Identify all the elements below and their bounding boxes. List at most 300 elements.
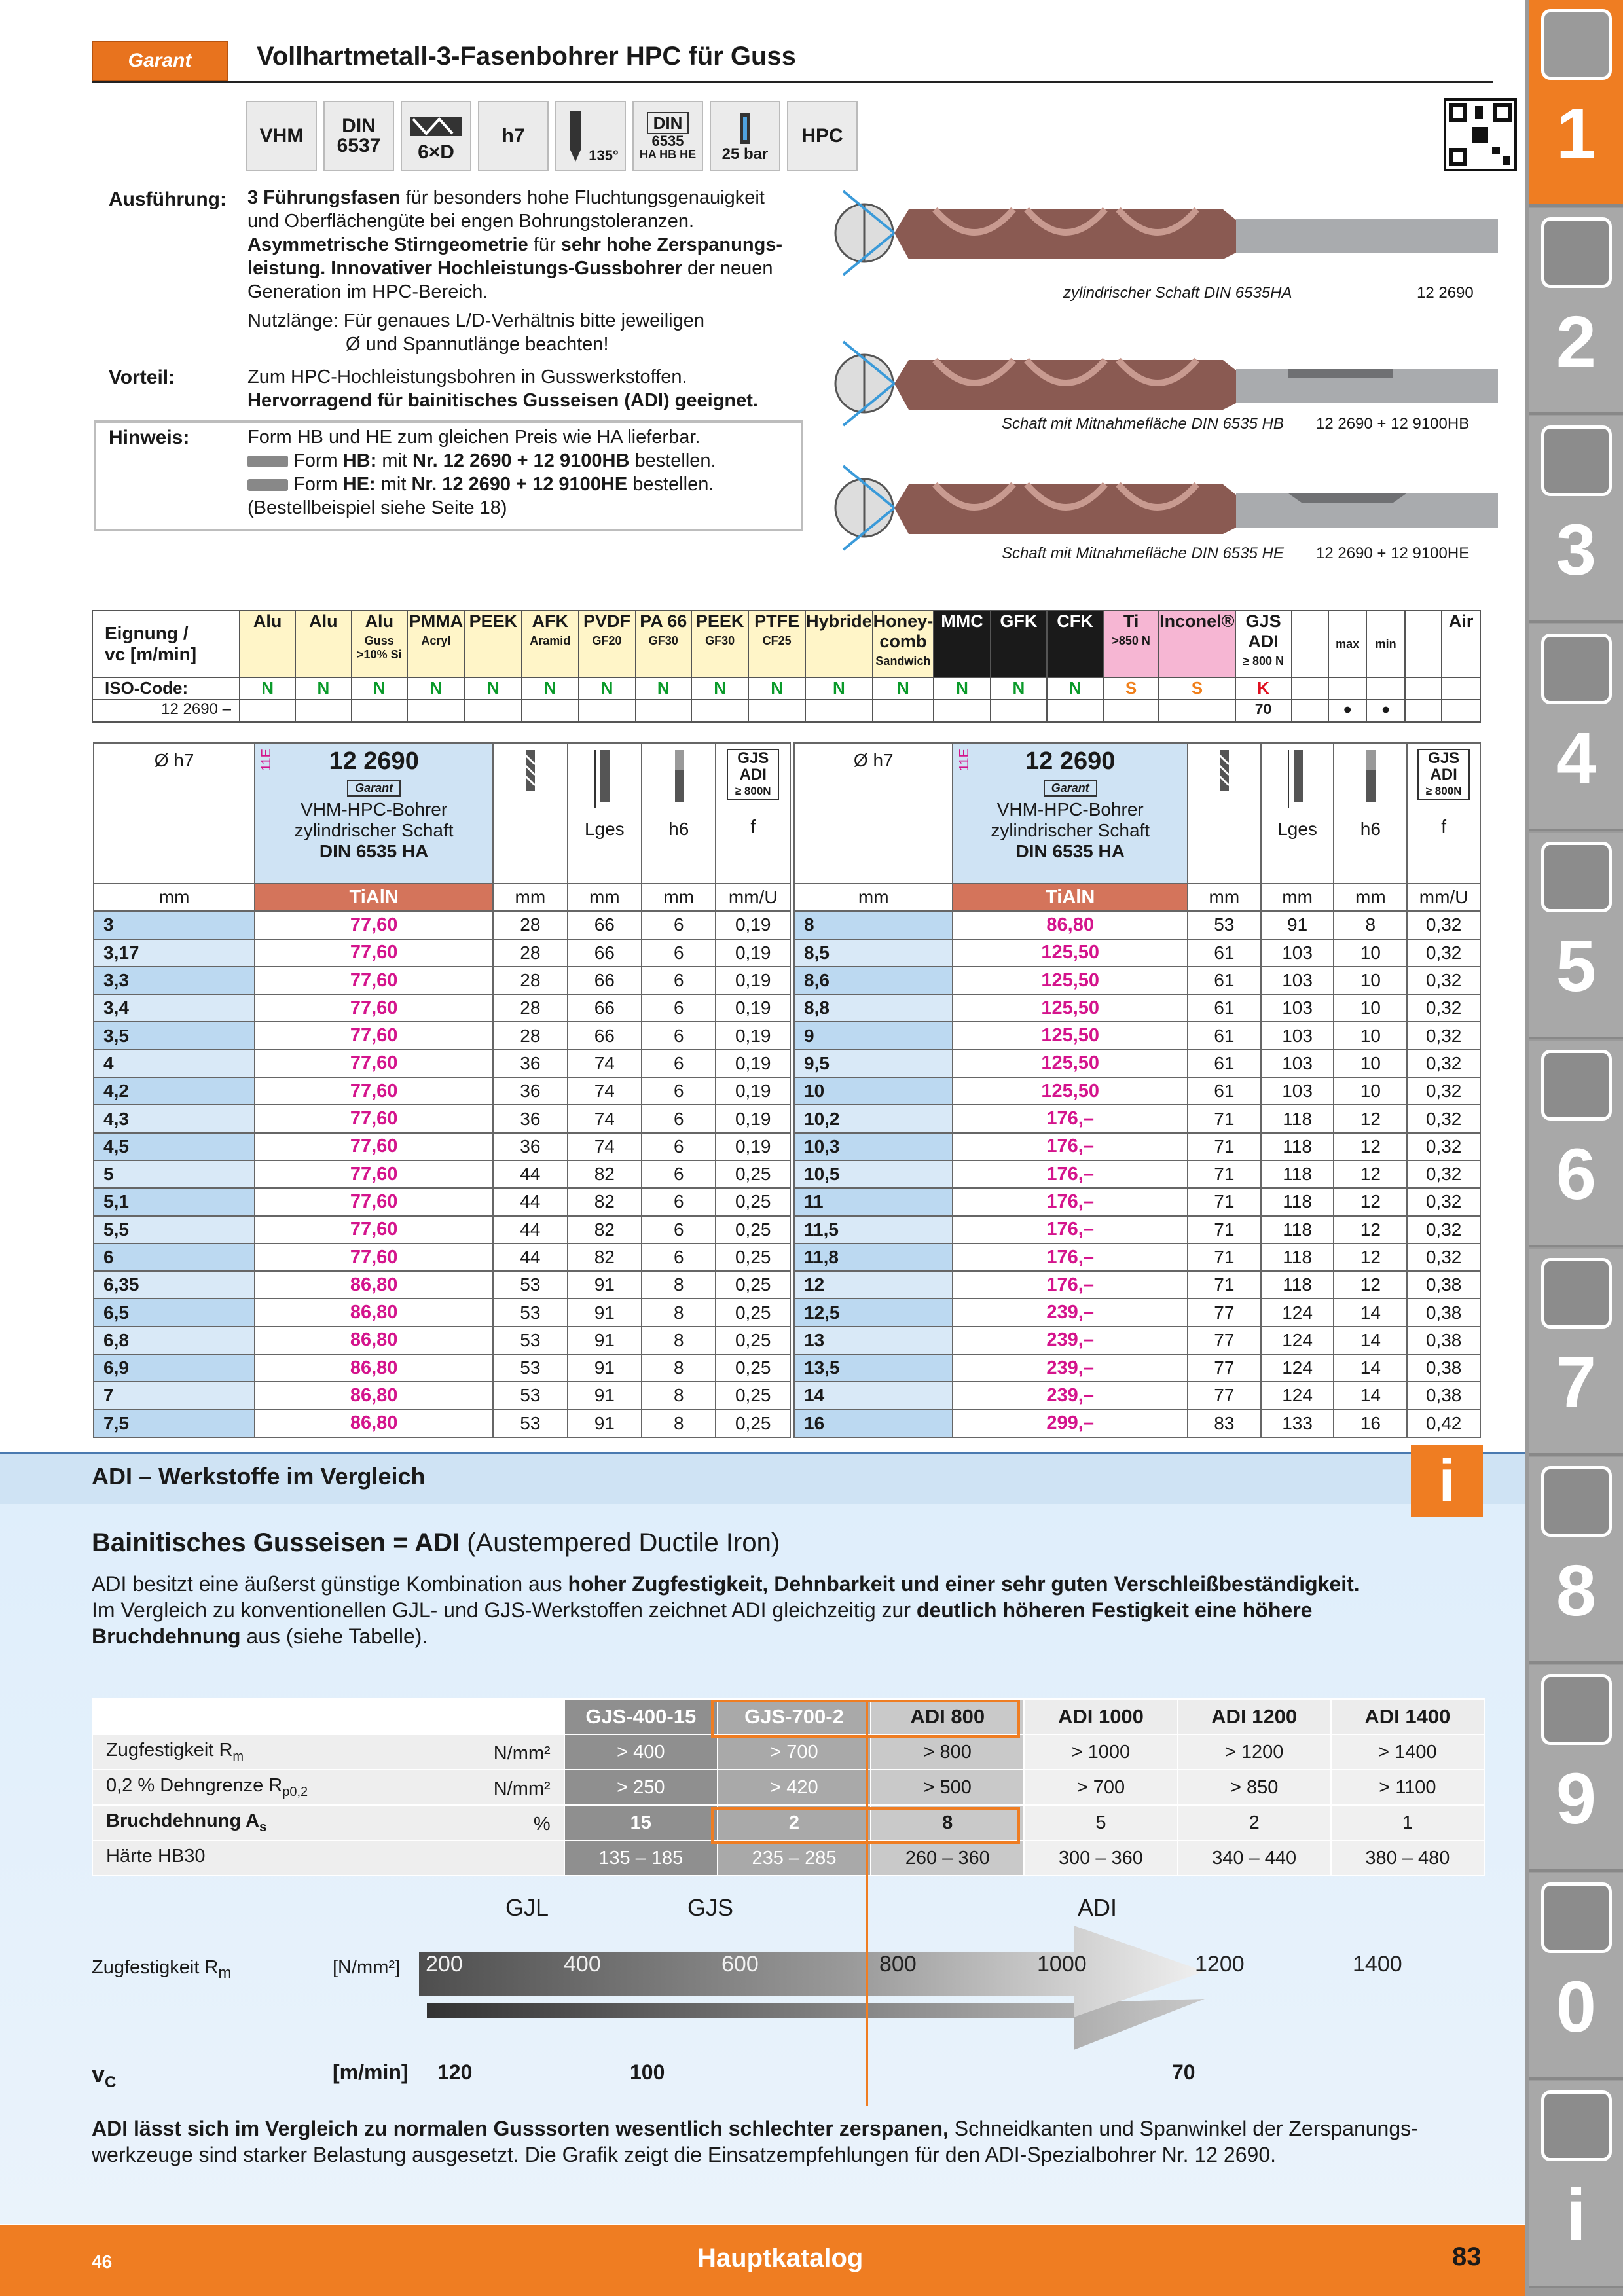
table-row[interactable]: [794, 911, 1480, 939]
chapter-icon: [1541, 1050, 1612, 1121]
drill-he-number: 12 2690 + 12 9100HE: [1316, 545, 1470, 562]
total-length-cell: 118: [1261, 1271, 1334, 1299]
feed-cell: 0,32: [1407, 1105, 1480, 1132]
price-cell: 77,60: [255, 939, 493, 967]
shank-cell: 8: [642, 1354, 716, 1382]
total-length-header: Lges: [1261, 743, 1334, 884]
shank-cell: 8: [642, 1299, 716, 1326]
table-row[interactable]: [794, 1244, 1480, 1271]
feed-cell: 0,25: [716, 1216, 790, 1244]
feed-cell: 0,32: [1407, 994, 1480, 1022]
price-cell: 239,–: [953, 1299, 1187, 1326]
table-row[interactable]: [94, 1077, 790, 1105]
flute-length-cell: 28: [493, 967, 567, 994]
iso-code-8: N: [691, 677, 748, 700]
shank-cell: 8: [642, 1327, 716, 1354]
price-cell: 125,50: [953, 1022, 1187, 1049]
feed-cell: 0,25: [716, 1327, 790, 1354]
diameter-cell: 8,6: [794, 967, 953, 994]
shank-cell: 16: [1334, 1410, 1407, 1437]
vc-cell-9: [748, 700, 805, 722]
table-row[interactable]: [94, 1354, 790, 1382]
chapter-icon: [1541, 1882, 1612, 1953]
material-8: PEEK GF30: [691, 611, 748, 677]
iso-code-0: N: [240, 677, 295, 700]
cmp-col-header: ADI 800: [871, 1699, 1024, 1734]
flute-length-cell: 61: [1188, 967, 1261, 994]
total-length-header: Lges: [568, 743, 642, 884]
chapter-tab-3[interactable]: [1529, 416, 1623, 623]
price-cell: 125,50: [953, 939, 1187, 967]
total-length-cell: 66: [568, 994, 642, 1022]
price-cell: 125,50: [953, 1050, 1187, 1077]
product-table-left: [93, 742, 791, 1438]
total-length-cell: 74: [568, 1133, 642, 1160]
table-row[interactable]: [794, 1077, 1480, 1105]
cmp-value: 5: [1024, 1805, 1177, 1840]
chapter-number: 6: [1556, 1134, 1597, 1215]
flute-length-cell: 83: [1188, 1410, 1261, 1437]
coolant-col-4: Air: [1442, 611, 1480, 677]
iso-code-5: N: [522, 677, 578, 700]
feed-cell: 0,25: [716, 1188, 790, 1215]
total-length-cell: 118: [1261, 1105, 1334, 1132]
shank-cell: 8: [1334, 911, 1407, 939]
diameter-cell: 6,5: [94, 1299, 255, 1326]
cmp-value: > 1200: [1178, 1734, 1331, 1770]
chapter-number: 2: [1556, 302, 1597, 382]
cmp-col-header: ADI 1400: [1331, 1699, 1484, 1734]
table-row[interactable]: [794, 1410, 1480, 1437]
diameter-cell: 4,3: [94, 1105, 255, 1132]
flute-length-cell: 61: [1188, 1077, 1261, 1105]
cmp-value: 380 – 480: [1331, 1840, 1484, 1876]
drill-he-graphic: [830, 465, 1498, 556]
flute-length-cell: 28: [493, 939, 567, 967]
table-row[interactable]: [94, 1244, 790, 1271]
material-4: PEEK: [465, 611, 522, 677]
iso-code-13: N: [991, 677, 1047, 700]
form-hb-icon: [247, 456, 288, 467]
h7-symbol: h7: [478, 101, 549, 171]
length-6xd-symbol: 6×D: [401, 101, 471, 171]
chapter-tab-5[interactable]: [1529, 833, 1623, 1039]
feed-cell: 0,25: [716, 1354, 790, 1382]
unit-mm: mm: [94, 884, 255, 911]
table-row[interactable]: [94, 1022, 790, 1049]
table-row[interactable]: [794, 967, 1480, 994]
table-row[interactable]: [94, 1105, 790, 1132]
flute-length-cell: 44: [493, 1188, 567, 1215]
total-length-cell: 118: [1261, 1216, 1334, 1244]
group-label-adi: ADI: [1078, 1894, 1118, 1921]
flute-length-cell: 77: [1188, 1354, 1261, 1382]
diameter-cell: 11,5: [794, 1216, 953, 1244]
shank-cell: 14: [1334, 1327, 1407, 1354]
table-row[interactable]: [794, 1133, 1480, 1160]
cmp-value: > 500: [871, 1770, 1024, 1805]
group-label-gjl: GJL: [505, 1894, 549, 1921]
total-length-cell: 66: [568, 1022, 642, 1049]
iso-code-14: N: [1047, 677, 1103, 700]
iso-code-10: N: [805, 677, 873, 700]
material-2: Alu Guss >10% Si: [352, 611, 408, 677]
feed-cell: 0,32: [1407, 1077, 1480, 1105]
vc-cell-5: [522, 700, 578, 722]
suitability-table: [92, 610, 1481, 723]
diameter-cell: 5: [94, 1160, 255, 1188]
material-1: Alu: [295, 611, 351, 677]
chapter-icon: [1541, 9, 1612, 80]
coolant-col-0: [1292, 611, 1328, 677]
group-label-gjs: GJS: [687, 1894, 734, 1921]
diameter-cell: 4: [94, 1050, 255, 1077]
diameter-cell: 3,3: [94, 967, 255, 994]
chapter-tab-6[interactable]: [1529, 1041, 1623, 1247]
chapter-icon: [1541, 1466, 1612, 1537]
unit-mm-per-rev: mm/U: [1407, 884, 1480, 911]
diameter-cell: 11,8: [794, 1244, 953, 1271]
table-row[interactable]: [794, 939, 1480, 967]
diameter-cell: 13: [794, 1327, 953, 1354]
vc-cell-11: [873, 700, 934, 722]
shank-cell: 6: [642, 1105, 716, 1132]
flute-icon: [520, 749, 540, 795]
price-cell: 77,60: [255, 1022, 493, 1049]
feed-cell: 0,25: [716, 1382, 790, 1409]
coolant-iso-2: [1366, 677, 1404, 700]
shank-cell: 6: [642, 1160, 716, 1188]
garant-mini-logo: Garant: [347, 780, 401, 797]
vorteil-text: Zum HPC-Hochleistungsbohren in Gusswerkstoffen. Hervorragend für bainitisches Gusseisen (ADI) geeignet.: [247, 367, 758, 411]
flute-length-cell: 36: [493, 1077, 567, 1105]
table-row[interactable]: [94, 1133, 790, 1160]
page-number: 83: [1452, 2242, 1482, 2271]
article-header: 11E 12 2690 Garant VHM-HPC-Bohrer zylindrischer Schaft DIN 6535 HA: [255, 743, 493, 884]
price-cell: 77,60: [255, 1244, 493, 1271]
total-length-cell: 118: [1261, 1160, 1334, 1188]
feed-cell: 0,25: [716, 1244, 790, 1271]
chapter-icon: [1541, 217, 1612, 288]
price-cell: 299,–: [953, 1410, 1187, 1437]
flute-length-cell: 61: [1188, 994, 1261, 1022]
feed-cell: 0,25: [716, 1299, 790, 1326]
chapter-tab-0[interactable]: [1529, 1873, 1623, 2080]
cmp-value: > 420: [718, 1770, 871, 1805]
chapter-number: 8: [1556, 1551, 1597, 1631]
feed-cell: 0,32: [1407, 1216, 1480, 1244]
table-row[interactable]: [794, 1216, 1480, 1244]
drill-hb-number: 12 2690 + 12 9100HB: [1316, 415, 1470, 433]
vc-label: $v_C$: [92, 2060, 117, 2092]
price-cell: 86,80: [255, 1354, 493, 1382]
total-length-cell: 124: [1261, 1299, 1334, 1326]
table-row[interactable]: [794, 1271, 1480, 1299]
total-length-cell: 74: [568, 1050, 642, 1077]
total-length-icon: [1285, 749, 1311, 814]
cmp-value: 300 – 360: [1024, 1840, 1177, 1876]
flute-length-cell: 77: [1188, 1327, 1261, 1354]
feed-cell: 0,42: [1407, 1410, 1480, 1437]
iso-code-9: N: [748, 677, 805, 700]
table-row[interactable]: [94, 967, 790, 994]
table-row[interactable]: [94, 1160, 790, 1188]
total-length-cell: 66: [568, 911, 642, 939]
flute-length-cell: 28: [493, 994, 567, 1022]
chapter-tab-i[interactable]: [1529, 2081, 1623, 2288]
price-cell: 77,60: [255, 1050, 493, 1077]
diameter-cell: 13,5: [794, 1354, 953, 1382]
feed-cell: 0,32: [1407, 911, 1480, 939]
material-6: PVDF GF20: [579, 611, 636, 677]
iso-code-4: N: [465, 677, 522, 700]
flute-length-cell: 53: [493, 1299, 567, 1326]
iso-code-label: ISO-Code:: [92, 677, 240, 700]
cmp-value: 15: [564, 1805, 718, 1840]
iso-code-16: S: [1159, 677, 1235, 700]
vc-cell-14: [1047, 700, 1103, 722]
chapter-tab-8[interactable]: [1529, 1457, 1623, 1664]
total-length-icon: [591, 749, 617, 814]
shank-cell: 6: [642, 911, 716, 939]
chapter-number: 4: [1556, 718, 1597, 798]
table-row[interactable]: [94, 994, 790, 1022]
table-row[interactable]: [794, 1382, 1480, 1409]
table-row[interactable]: [94, 1327, 790, 1354]
flute-length-cell: 71: [1188, 1188, 1261, 1215]
shank-cell: 6: [642, 1188, 716, 1215]
qr-code[interactable]: [1444, 98, 1517, 171]
table-row[interactable]: [94, 1271, 790, 1299]
material-12: MMC: [934, 611, 991, 677]
cmp-col-header: GJS-700-2: [718, 1699, 871, 1734]
feed-cell: 0,19: [716, 1077, 790, 1105]
coolant-iso-4: [1442, 677, 1480, 700]
total-length-cell: 103: [1261, 967, 1334, 994]
shank-cell: 12: [1334, 1244, 1407, 1271]
feed-cell: 0,19: [716, 939, 790, 967]
table-row[interactable]: [94, 1216, 790, 1244]
total-length-cell: 82: [568, 1188, 642, 1215]
table-row[interactable]: [794, 1188, 1480, 1215]
shank-cell: 6: [642, 1077, 716, 1105]
scale-tick-label: 1200: [1195, 1952, 1245, 1977]
feed-cell: 0,19: [716, 1050, 790, 1077]
vc-cell-0: [240, 700, 295, 722]
unit-mm: mm: [1188, 884, 1261, 911]
shank-cell: 6: [642, 939, 716, 967]
shank-cell: 12: [1334, 1216, 1407, 1244]
vc-value-gjl: 120: [437, 2060, 473, 2084]
price-cell: 77,60: [255, 911, 493, 939]
feed-header: GJS ADI ≥ 800N f: [716, 743, 790, 884]
flute-length-cell: 44: [493, 1216, 567, 1244]
unit-mm-per-rev: mm/U: [716, 884, 790, 911]
shank-cell: 10: [1334, 1022, 1407, 1049]
shank-cell: 6: [642, 1133, 716, 1160]
coolant-iso-0: [1292, 677, 1328, 700]
table-row[interactable]: [94, 1188, 790, 1215]
chapter-tab-2[interactable]: [1529, 208, 1623, 415]
total-length-cell: 124: [1261, 1382, 1334, 1409]
garant-mini-logo: Garant: [1044, 780, 1097, 797]
chapter-tab-4[interactable]: [1529, 624, 1623, 831]
feed-cell: 0,38: [1407, 1299, 1480, 1326]
feed-cell: 0,32: [1407, 967, 1480, 994]
total-length-cell: 91: [568, 1354, 642, 1382]
ausfuehrung-label: Ausführung:: [109, 188, 227, 210]
price-cell: 77,60: [255, 1188, 493, 1215]
total-length-cell: 82: [568, 1244, 642, 1271]
flute-length-cell: 44: [493, 1244, 567, 1271]
info-icon: i: [1411, 1445, 1483, 1517]
flute-length-cell: 77: [1188, 1382, 1261, 1409]
point-angle-symbol: 135°: [555, 101, 626, 171]
flute-length-header: [1188, 743, 1261, 884]
table-row[interactable]: [94, 1410, 790, 1437]
table-row[interactable]: [794, 1022, 1480, 1049]
total-length-cell: 103: [1261, 1077, 1334, 1105]
cmp-value: > 400: [564, 1734, 718, 1770]
cmp-col-header: GJS-400-15: [564, 1699, 718, 1734]
cmp-value: > 700: [1024, 1770, 1177, 1805]
din-6535-symbol: DIN 6535 HA HB HE: [632, 101, 703, 171]
chapter-tab-7[interactable]: [1529, 1249, 1623, 1456]
table-row[interactable]: [94, 1050, 790, 1077]
article-header: 11E 12 2690 Garant VHM-HPC-Bohrer zylindrischer Schaft DIN 6535 HA: [953, 743, 1187, 884]
garant-logo: Garant: [92, 41, 228, 81]
vc-cell-3: [407, 700, 465, 722]
din-6537-symbol: DIN 6537: [323, 101, 394, 171]
price-cell: 86,80: [255, 1299, 493, 1326]
price-cell: 86,80: [255, 1410, 493, 1437]
shank-cell: 12: [1334, 1271, 1407, 1299]
total-length-cell: 103: [1261, 939, 1334, 967]
vc-cell-17: 70: [1235, 700, 1292, 722]
shank-cell: 8: [642, 1382, 716, 1409]
diameter-cell: 10: [794, 1077, 953, 1105]
total-length-cell: 103: [1261, 994, 1334, 1022]
drill-image-ha: [830, 190, 1498, 268]
table-row[interactable]: [94, 1299, 790, 1326]
hinweis-text: Form HB und HE zum gleichen Preis wie HA lieferbar. Form HB: mit Nr. 12 2690 + 12 9100HB bestellen. Form HE: mit Nr. 12 2690 + 12 9100HE bestellen. (Bestellbeispiel siehe Seite 18): [247, 427, 716, 518]
price-cell: 176,–: [953, 1216, 1187, 1244]
drill-length-icon: [407, 110, 465, 143]
vc-cell-4: [465, 700, 522, 722]
adi-heading: Bainitisches Gusseisen = ADI (Austempered Ductile Iron): [92, 1528, 780, 1557]
adi-conclusion: ADI lässt sich im Vergleich zu normalen Gusssorten wesentlich schlechter zerspanen, Schneidkanten und Spanwinkel der Zerspanungs- werkzeuge sind starker Belastung ausgesetzt. Die Grafik zeigt die Einsatzempfehlungen für den ADI-Spezialbohrer Nr. 12 2690.: [92, 2117, 1418, 2166]
table-row[interactable]: [94, 911, 790, 939]
table-row[interactable]: [794, 1354, 1480, 1382]
iso-code-6: N: [579, 677, 636, 700]
cmp-value: 235 – 285: [718, 1840, 871, 1876]
cmp-value: 135 – 185: [564, 1840, 718, 1876]
cmp-col-header: ADI 1000: [1024, 1699, 1177, 1734]
table-row[interactable]: [94, 939, 790, 967]
table-row[interactable]: [794, 1327, 1480, 1354]
flute-length-cell: 71: [1188, 1105, 1261, 1132]
material-0: Alu: [240, 611, 295, 677]
coolant-mark-2: ●: [1366, 700, 1404, 722]
shank-header: h6: [642, 743, 716, 884]
shank-cell: 12: [1334, 1105, 1407, 1132]
feed-cell: 0,32: [1407, 1160, 1480, 1188]
cmp-value: 260 – 360: [871, 1840, 1024, 1876]
cmp-row-label: Bruchdehnung $A_s$ %: [92, 1805, 564, 1840]
cmp-row: [92, 1840, 1484, 1876]
unit-mm: mm: [568, 884, 642, 911]
table-row[interactable]: [794, 1105, 1480, 1132]
flute-length-cell: 53: [493, 1327, 567, 1354]
total-length-cell: 74: [568, 1077, 642, 1105]
coolant-col-1: max: [1328, 611, 1367, 677]
table-row[interactable]: [94, 1382, 790, 1409]
material-16: Inconel®: [1159, 611, 1235, 677]
unit-mm: mm: [1334, 884, 1407, 911]
total-length-cell: 103: [1261, 1050, 1334, 1077]
diameter-cell: 3: [94, 911, 255, 939]
price-cell: 125,50: [953, 1077, 1187, 1105]
vc-cell-13: [991, 700, 1047, 722]
feed-cell: 0,19: [716, 911, 790, 939]
zug-unit: [N/mm²]: [333, 1957, 401, 1978]
cmp-value: > 1000: [1024, 1734, 1177, 1770]
chapter-tab-1[interactable]: [1529, 0, 1623, 207]
price-cell: 176,–: [953, 1188, 1187, 1215]
chapter-number: 9: [1556, 1759, 1597, 1839]
footer-catalog-title: Hauptkatalog: [697, 2244, 864, 2272]
total-length-cell: 103: [1261, 1022, 1334, 1049]
diameter-header: Ø h7: [794, 743, 953, 884]
chapter-tab-9[interactable]: [1529, 1665, 1623, 1872]
diameter-cell: 6,35: [94, 1271, 255, 1299]
table-row[interactable]: [794, 1299, 1480, 1326]
scale-tick-label: 1000: [1037, 1952, 1087, 1977]
price-cell: 86,80: [255, 1271, 493, 1299]
price-cell: 86,80: [255, 1327, 493, 1354]
table-row[interactable]: [794, 1050, 1480, 1077]
diameter-header: Ø h7: [94, 743, 255, 884]
total-length-cell: 82: [568, 1160, 642, 1188]
chapter-icon: [1541, 842, 1612, 912]
cmp-corner: [92, 1699, 564, 1734]
table-row[interactable]: [794, 1160, 1480, 1188]
diameter-cell: 8,5: [794, 939, 953, 967]
vorteil-label: Vorteil:: [109, 367, 175, 388]
shank-cell: 12: [1334, 1133, 1407, 1160]
flute-length-cell: 71: [1188, 1160, 1261, 1188]
flute-length-cell: 53: [493, 1382, 567, 1409]
chapter-number: 7: [1556, 1342, 1597, 1423]
flute-length-cell: 61: [1188, 939, 1261, 967]
shank-cell: 10: [1334, 1077, 1407, 1105]
coolant-mark-4: [1442, 700, 1480, 722]
shank-cell: 10: [1334, 939, 1407, 967]
price-cell: 125,50: [953, 967, 1187, 994]
material-11: Honey-comb Sandwich: [873, 611, 934, 677]
material-10: Hybride: [805, 611, 873, 677]
price-cell: 176,–: [953, 1133, 1187, 1160]
diameter-cell: 12: [794, 1271, 953, 1299]
diameter-cell: 10,2: [794, 1105, 953, 1132]
coolant-mark-0: [1292, 700, 1328, 722]
chapter-icon: [1541, 1258, 1612, 1329]
cmp-value: 2: [1178, 1805, 1331, 1840]
material-15: Ti >850 N: [1103, 611, 1159, 677]
shank-cell: 6: [642, 967, 716, 994]
iso-code-11: N: [873, 677, 934, 700]
table-row[interactable]: [794, 994, 1480, 1022]
